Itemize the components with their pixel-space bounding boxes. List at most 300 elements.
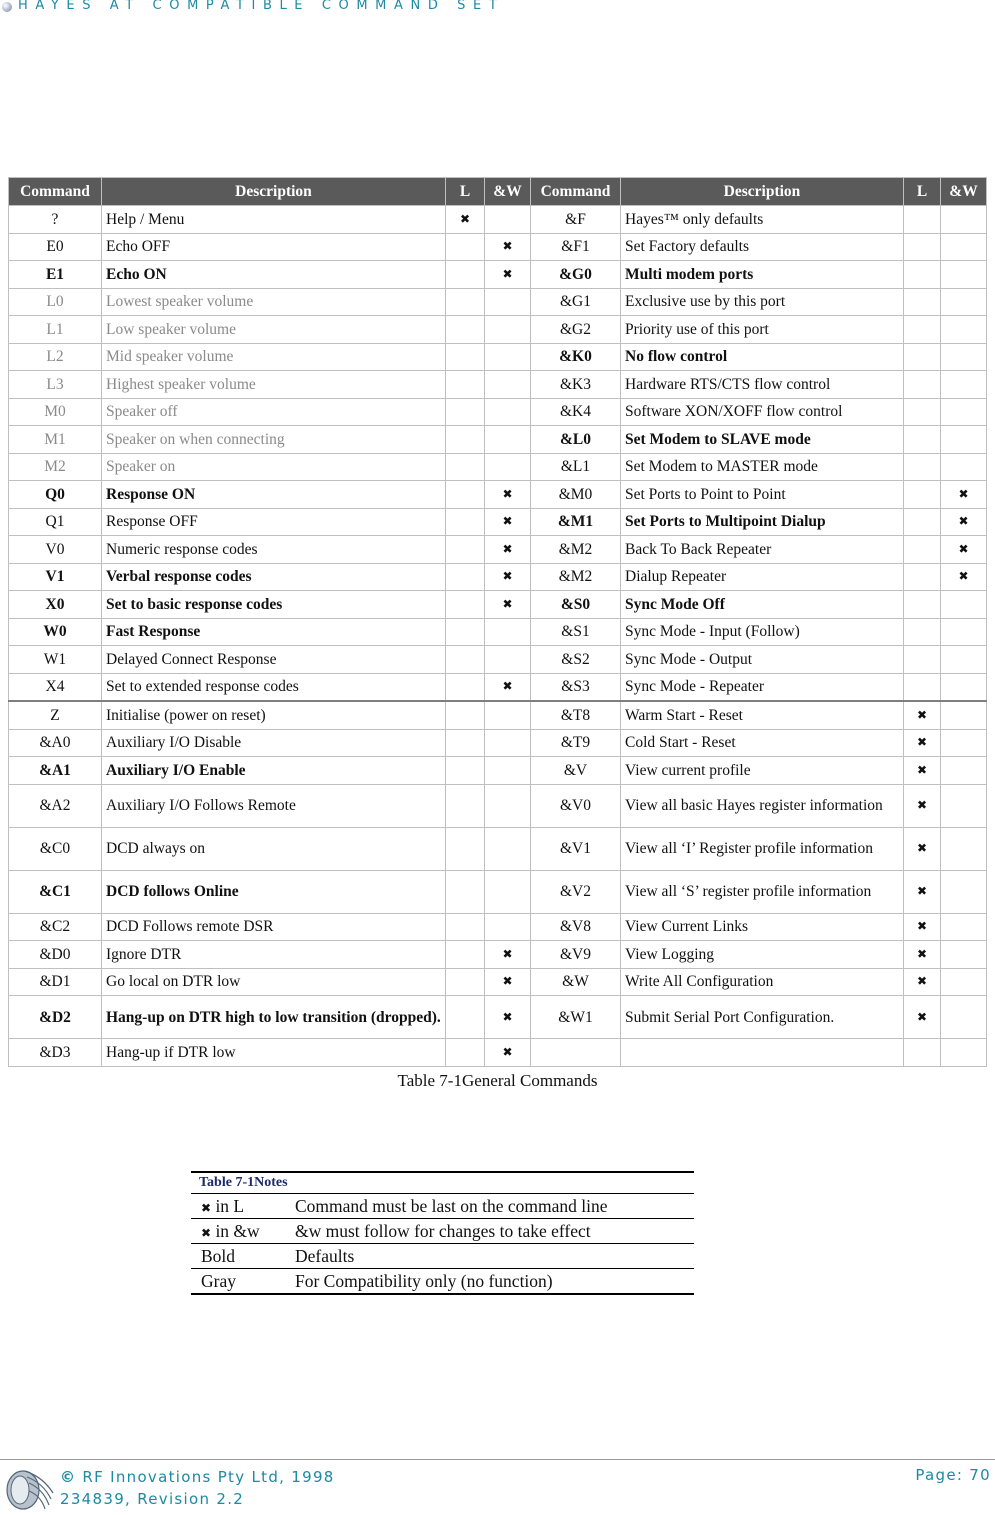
command-cell: &L1 [531,453,621,481]
notes-key [191,1244,285,1269]
write-flag-cell [485,996,531,1039]
table-row [9,288,987,316]
cross-mark-icon: ✖ [502,541,513,556]
description-cell: Speaker on [102,453,446,481]
last-flag-cell [446,316,485,344]
description-cell: Verbal response codes [102,563,446,591]
cross-mark-icon: ✖ [916,841,928,855]
write-flag-cell [941,701,987,729]
table-row [9,646,987,674]
page-header [0,0,995,16]
last-flag-cell [446,729,485,757]
write-flag-cell [941,673,987,701]
command-cell: &G2 [531,316,621,344]
description-cell: Back To Back Repeater [621,536,904,564]
command-cell: E1 [9,261,102,289]
description-cell: Auxiliary I/O Enable [102,757,446,785]
command-cell: W0 [9,618,102,646]
last-flag-cell [904,371,941,399]
write-flag-cell [485,827,531,870]
write-flag-cell [941,1039,987,1067]
description-cell: Hardware RTS/CTS flow control [621,371,904,399]
last-flag-cell [446,288,485,316]
write-flag-cell [941,784,987,827]
cross-mark-icon: ✖ [502,514,513,529]
write-flag-cell [485,563,531,591]
last-flag-cell [446,757,485,785]
footer-info [60,1466,335,1510]
cross-mark-icon: ✖ [502,946,513,961]
last-flag-cell [904,261,941,289]
last-flag-cell [446,398,485,426]
description-cell: Submit Serial Port Configuration. [621,996,904,1039]
description-cell: Hang-up on DTR high to low transition (dropped). [102,996,446,1039]
command-cell: W1 [9,646,102,674]
notes-key [191,1194,285,1219]
description-cell: View all ‘I’ Register profile information [621,827,904,870]
last-flag-cell [904,941,941,969]
write-flag-cell [941,591,987,619]
table-row [9,757,987,785]
cross-mark-icon: ✖ [958,569,969,584]
write-flag-cell [485,701,531,729]
footer-divider [0,1459,995,1460]
table-row [9,827,987,870]
write-flag-cell [485,536,531,564]
table-row [9,453,987,481]
command-cell: &K3 [531,371,621,399]
table-row [9,996,987,1039]
table-row [9,913,987,941]
command-cell: V1 [9,563,102,591]
table-row [9,784,987,827]
last-flag-cell [446,618,485,646]
table-body [9,206,987,1067]
command-cell [531,1039,621,1067]
table-header-row [9,178,987,206]
last-flag-cell [904,288,941,316]
command-cell: &V2 [531,870,621,913]
command-cell: &M1 [531,508,621,536]
notes-key-label: Gray [201,1270,236,1291]
command-cell: L3 [9,371,102,399]
command-cell: &C1 [9,870,102,913]
write-flag-cell [941,827,987,870]
write-flag-cell [485,729,531,757]
cross-mark-icon: ✖ [958,541,969,556]
cross-mark-icon: ✖ [916,798,928,812]
command-cell: &C0 [9,827,102,870]
command-cell: &D0 [9,941,102,969]
write-flag-cell [941,261,987,289]
write-flag-cell [941,398,987,426]
command-cell: X4 [9,673,102,701]
write-flag-cell [485,618,531,646]
last-flag-cell [904,233,941,261]
description-cell: Set to basic response codes [102,591,446,619]
cross-mark-icon: ✖ [502,1044,513,1059]
description-cell: DCD Follows remote DSR [102,913,446,941]
col-header-l-2: L [904,178,941,206]
write-flag-cell [485,673,531,701]
cross-mark-icon: ✖ [459,211,471,226]
last-flag-cell [904,996,941,1039]
command-cell: &G0 [531,261,621,289]
cross-mark-icon: ✖ [916,1009,928,1024]
description-cell: Speaker off [102,398,446,426]
description-cell: Auxiliary I/O Follows Remote [102,784,446,827]
table-row [9,563,987,591]
description-cell: Warm Start - Reset [621,701,904,729]
last-flag-cell [446,941,485,969]
table-row [9,591,987,619]
col-header-w-2: &W [941,178,987,206]
command-cell: &M2 [531,563,621,591]
description-cell: Response OFF [102,508,446,536]
write-flag-cell [485,784,531,827]
notes-text: Defaults [285,1244,694,1269]
col-header-command: Command [9,178,102,206]
command-cell: &A2 [9,784,102,827]
last-flag-cell [904,968,941,996]
write-flag-cell [485,206,531,234]
cross-mark-icon: ✖ [916,919,928,934]
table-row [9,701,987,729]
command-cell: &M2 [531,536,621,564]
write-flag-cell [941,426,987,454]
notes-key [191,1219,285,1244]
last-flag-cell [446,233,485,261]
cross-mark-icon: ✖ [916,707,928,722]
last-flag-cell [446,673,485,701]
last-flag-cell [904,536,941,564]
description-cell: Highest speaker volume [102,371,446,399]
notes-text: &w must follow for changes to take effect [285,1219,694,1244]
table-row [9,673,987,701]
write-flag-cell [941,870,987,913]
table-row [9,536,987,564]
footer-doc-ref: 234839, Revision 2.2 [60,1490,245,1508]
write-flag-cell [941,206,987,234]
last-flag-cell [904,784,941,827]
description-cell: Sync Mode - Repeater [621,673,904,701]
table-row [9,343,987,371]
write-flag-cell [485,941,531,969]
description-cell: View Logging [621,941,904,969]
table-row [9,371,987,399]
description-cell: Write All Configuration [621,968,904,996]
cross-mark-icon: ✖ [916,884,928,898]
notes-key-label: Bold [201,1245,236,1266]
description-cell: View current profile [621,757,904,785]
table-row [9,870,987,913]
command-cell: M1 [9,426,102,454]
notes-row [191,1244,694,1269]
description-cell: Sync Mode - Output [621,646,904,674]
description-cell: Numeric response codes [102,536,446,564]
command-cell: &S3 [531,673,621,701]
table-row [9,481,987,509]
command-cell: M0 [9,398,102,426]
description-cell: Echo OFF [102,233,446,261]
command-cell: &S2 [531,646,621,674]
last-flag-cell [904,618,941,646]
command-cell: &D3 [9,1039,102,1067]
description-cell: Fast Response [102,618,446,646]
description-cell: Set Ports to Multipoint Dialup [621,508,904,536]
command-cell: &W1 [531,996,621,1039]
command-cell: L2 [9,343,102,371]
table-row [9,398,987,426]
description-cell: Set Ports to Point to Point [621,481,904,509]
command-cell: &V9 [531,941,621,969]
last-flag-cell [904,701,941,729]
last-flag-cell [446,870,485,913]
description-cell: Set Modem to MASTER mode [621,453,904,481]
last-flag-cell [446,913,485,941]
col-header-w: &W [485,178,531,206]
command-cell: &D1 [9,968,102,996]
command-cell: &K4 [531,398,621,426]
cross-mark-icon: ✖ [201,1225,212,1240]
table-row [9,316,987,344]
description-cell: Response ON [102,481,446,509]
cross-mark-icon: ✖ [958,514,969,529]
last-flag-cell [904,563,941,591]
write-flag-cell [485,591,531,619]
write-flag-cell [485,316,531,344]
cross-mark-icon: ✖ [502,974,513,989]
last-flag-cell [904,1039,941,1067]
last-flag-cell [446,701,485,729]
last-flag-cell [446,453,485,481]
cross-mark-icon: ✖ [916,946,928,961]
write-flag-cell [485,453,531,481]
description-cell: Help / Menu [102,206,446,234]
command-cell: &A0 [9,729,102,757]
description-cell: Delayed Connect Response [102,646,446,674]
last-flag-cell [446,536,485,564]
last-flag-cell [446,1039,485,1067]
last-flag-cell [904,870,941,913]
last-flag-cell [904,913,941,941]
write-flag-cell [485,426,531,454]
write-flag-cell [485,968,531,996]
write-flag-cell [941,996,987,1039]
command-cell: &T9 [531,729,621,757]
write-flag-cell [485,757,531,785]
description-cell: Priority use of this port [621,316,904,344]
description-cell: View Current Links [621,913,904,941]
command-cell: X0 [9,591,102,619]
command-cell: &L0 [531,426,621,454]
command-cell: &F [531,206,621,234]
command-cell: &V1 [531,827,621,870]
col-header-description-2: Description [621,178,904,206]
table-row [9,729,987,757]
last-flag-cell [904,453,941,481]
cross-mark-icon: ✖ [916,974,928,989]
description-cell: Echo ON [102,261,446,289]
notes-key-label: in L [215,1195,245,1216]
last-flag-cell [446,343,485,371]
cross-mark-icon: ✖ [502,569,513,584]
table-row [9,968,987,996]
last-flag-cell [446,261,485,289]
write-flag-cell [941,941,987,969]
write-flag-cell [941,288,987,316]
last-flag-cell [446,591,485,619]
write-flag-cell [941,563,987,591]
write-flag-cell [485,261,531,289]
write-flag-cell [485,1039,531,1067]
notes-text: For Compatibility only (no function) [285,1269,694,1295]
last-flag-cell [446,371,485,399]
last-flag-cell [904,398,941,426]
command-cell: &S1 [531,618,621,646]
description-cell: Hayes™ only defaults [621,206,904,234]
command-cell: &D2 [9,996,102,1039]
last-flag-cell [446,206,485,234]
cross-mark-icon: ✖ [958,486,969,501]
command-cell: L1 [9,316,102,344]
write-flag-cell [485,870,531,913]
write-flag-cell [485,371,531,399]
write-flag-cell [941,508,987,536]
cross-mark-icon: ✖ [502,679,513,694]
notes-text: Command must be last on the command line [285,1194,694,1219]
table-row [9,1039,987,1067]
table-row [9,508,987,536]
description-cell: Software XON/XOFF flow control [621,398,904,426]
description-cell: No flow control [621,343,904,371]
write-flag-cell [485,288,531,316]
write-flag-cell [941,913,987,941]
description-cell: Auxiliary I/O Disable [102,729,446,757]
page-number: Page: 70 [915,1466,991,1484]
description-cell: Speaker on when connecting [102,426,446,454]
description-cell: Cold Start - Reset [621,729,904,757]
write-flag-cell [485,481,531,509]
notes-row [191,1219,694,1244]
write-flag-cell [941,481,987,509]
last-flag-cell [446,481,485,509]
description-cell: Exclusive use by this port [621,288,904,316]
command-cell: V0 [9,536,102,564]
notes-row [191,1194,694,1219]
command-cell: &M0 [531,481,621,509]
write-flag-cell [941,536,987,564]
description-cell: Dialup Repeater [621,563,904,591]
general-commands-table [8,177,987,1067]
col-header-command-2: Command [531,178,621,206]
command-cell: &F1 [531,233,621,261]
last-flag-cell [446,968,485,996]
description-cell: DCD always on [102,827,446,870]
cross-mark-icon: ✖ [502,596,513,611]
last-flag-cell [904,827,941,870]
description-cell: View all basic Hayes register information [621,784,904,827]
command-cell: &K0 [531,343,621,371]
last-flag-cell [446,426,485,454]
last-flag-cell [904,757,941,785]
write-flag-cell [941,453,987,481]
cross-mark-icon: ✖ [502,486,513,501]
command-cell: &T8 [531,701,621,729]
write-flag-cell [941,729,987,757]
write-flag-cell [485,913,531,941]
table-row [9,261,987,289]
col-header-description: Description [102,178,446,206]
description-cell: Hang-up if DTR low [102,1039,446,1067]
last-flag-cell [446,508,485,536]
description-cell: Ignore DTR [102,941,446,969]
write-flag-cell [941,233,987,261]
last-flag-cell [446,784,485,827]
last-flag-cell [446,996,485,1039]
last-flag-cell [904,316,941,344]
write-flag-cell [485,343,531,371]
last-flag-cell [904,729,941,757]
command-cell: &A1 [9,757,102,785]
header-bullet-icon [2,2,12,12]
copyright-symbol: © [60,1468,77,1486]
description-cell: Initialise (power on reset) [102,701,446,729]
description-cell: Multi modem ports [621,261,904,289]
command-cell: E0 [9,233,102,261]
table-row [9,206,987,234]
notes-table [191,1171,694,1295]
table-row [9,941,987,969]
table-row [9,426,987,454]
command-cell: &G1 [531,288,621,316]
write-flag-cell [941,618,987,646]
description-cell: Go local on DTR low [102,968,446,996]
description-cell: Set Modem to SLAVE mode [621,426,904,454]
last-flag-cell [904,508,941,536]
last-flag-cell [904,481,941,509]
notes-key [191,1269,285,1295]
last-flag-cell [446,646,485,674]
description-cell: Set Factory defaults [621,233,904,261]
command-cell: &V8 [531,913,621,941]
last-flag-cell [904,646,941,674]
cross-mark-icon: ✖ [502,239,513,254]
description-cell: View all ‘S’ register profile information [621,870,904,913]
last-flag-cell [904,673,941,701]
header-title: HAYES AT COMPATIBLE COMMAND SET [18,0,505,13]
description-cell: Lowest speaker volume [102,288,446,316]
command-cell: &V [531,757,621,785]
table-caption: Table 7-1General Commands [397,1071,598,1090]
write-flag-cell [485,508,531,536]
last-flag-cell [904,426,941,454]
write-flag-cell [941,968,987,996]
last-flag-cell [904,206,941,234]
table-row [9,618,987,646]
command-cell: L0 [9,288,102,316]
write-flag-cell [485,398,531,426]
description-cell [621,1039,904,1067]
footer-company: RF Innovations Pty Ltd, 1998 [82,1468,335,1486]
write-flag-cell [485,646,531,674]
description-cell: Set to extended response codes [102,673,446,701]
col-header-l: L [446,178,485,206]
write-flag-cell [941,316,987,344]
last-flag-cell [904,343,941,371]
notes-row [191,1269,694,1295]
table-row [9,233,987,261]
